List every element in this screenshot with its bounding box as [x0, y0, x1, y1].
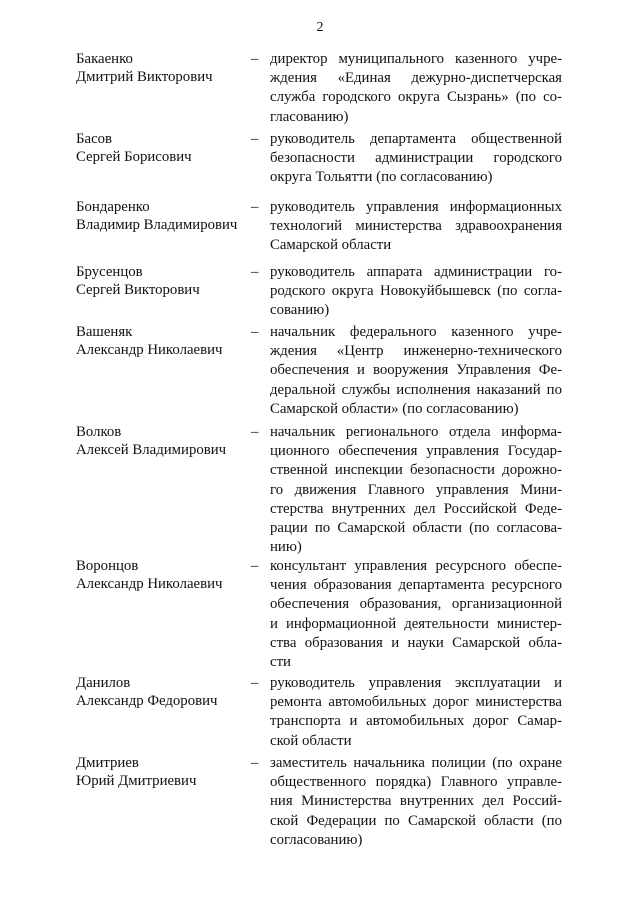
description-line: рации по Самарской области (по согласова-	[270, 520, 562, 537]
person-surname: Брусенцов	[76, 264, 143, 280]
description-line: сованию)	[270, 302, 330, 319]
description-line: деральной службы исполнения наказаний по	[270, 381, 562, 398]
person-surname: Бакаенко	[76, 51, 133, 67]
description-line: ждения «Единая дежурно-диспетчерская	[270, 70, 562, 87]
dash-separator: –	[251, 324, 259, 340]
description-line: начальник регионального отдела информа-	[270, 424, 562, 440]
position-description	[270, 423, 562, 557]
description-line: служба городского округа Сызрань» (по со-	[270, 89, 562, 106]
person-given-names: Юрий Дмитриевич	[76, 773, 197, 789]
person-surname: Басов	[76, 131, 113, 147]
description-line: начальник федерального казенного учре-	[270, 324, 562, 340]
person-surname: Воронцов	[76, 558, 139, 574]
person-surname: Бондаренко	[76, 199, 150, 215]
dash-separator: –	[251, 199, 259, 215]
dash-separator: –	[251, 558, 259, 574]
person-given-names: Владимир Владимирович	[76, 217, 238, 233]
description-line: гласованию)	[270, 108, 349, 125]
person-name	[76, 130, 259, 166]
person-name	[76, 557, 259, 593]
description-line: обеспечения и вооружения Управления Фе-	[270, 362, 562, 379]
position-description	[270, 323, 562, 419]
person-name	[76, 323, 259, 359]
description-line: Самарской области» (по согласованию)	[270, 400, 519, 417]
description-line: ства образования и науки Самарской обла-	[270, 634, 562, 651]
person-surname: Волков	[76, 424, 122, 440]
description-line: стерства внутренних дел Российской Феде-	[270, 500, 562, 517]
person-given-names: Александр Николаевич	[76, 576, 223, 592]
person-name	[76, 263, 259, 299]
description-line: общественного порядка) Главного управле-	[270, 774, 562, 791]
person-name	[76, 423, 259, 459]
description-line: директор муниципального казенного учре-	[270, 51, 562, 67]
person-name	[76, 674, 259, 710]
dash-separator: –	[251, 675, 259, 691]
person-surname: Данилов	[76, 675, 131, 691]
description-line: технологий министерства здравоохранения	[270, 218, 562, 235]
description-line: безопасности администрации городского	[270, 150, 562, 167]
person-given-names: Александр Федорович	[76, 693, 218, 709]
person-surname: Дмитриев	[76, 755, 139, 771]
description-line: ской Федерации по Самарской области (по	[270, 812, 562, 829]
position-description	[270, 130, 562, 188]
description-line: консультант управления ресурсного обеспе-	[270, 558, 562, 574]
dash-separator: –	[251, 424, 259, 440]
position-description	[270, 50, 562, 127]
description-line: руководитель управления эксплуатации и	[270, 675, 562, 691]
description-line: руководитель аппарата администрации го-	[270, 264, 562, 280]
person-given-names: Алексей Владимирович	[76, 442, 227, 458]
description-line: ской области	[270, 732, 352, 749]
dash-separator: –	[251, 51, 259, 67]
page-number: 2	[316, 20, 324, 35]
dash-separator: –	[251, 131, 259, 147]
position-description	[270, 557, 562, 672]
description-line: ремонта автомобильных дорог министерства	[270, 694, 562, 711]
description-line: ционного обеспечения управления Государ-	[270, 443, 562, 460]
description-line: руководитель департамента общественной	[270, 131, 562, 147]
description-line: ния Министерства внутренних дел Россий-	[270, 793, 562, 810]
description-line: и информационной деятельности министер-	[270, 615, 562, 632]
person-given-names: Сергей Викторович	[76, 282, 200, 298]
description-line: сти	[270, 654, 291, 671]
person-name	[76, 50, 259, 86]
description-line: согласованию)	[270, 831, 363, 848]
description-line: нию)	[270, 539, 302, 556]
description-line: руководитель управления информационных	[270, 199, 562, 215]
description-line: ственной инспекции безопасности дорожно-	[270, 462, 562, 479]
person-given-names: Сергей Борисович	[76, 149, 192, 165]
dash-separator: –	[251, 755, 259, 771]
dash-separator: –	[251, 264, 259, 280]
description-line: округа Тольятти (по согласованию)	[270, 169, 493, 186]
description-line: чения образования департамента ресурсного	[270, 577, 562, 594]
position-description	[270, 263, 562, 321]
person-given-names: Александр Николаевич	[76, 342, 223, 358]
description-line: родского округа Новокуйбышевск (по согла-	[270, 283, 562, 300]
description-line: Самарской области	[270, 237, 392, 254]
description-line: транспорта и автомобильных дорог Самар-	[270, 713, 562, 730]
person-given-names: Дмитрий Викторович	[76, 69, 213, 85]
description-line: ждения «Центр инженерно-технического	[270, 343, 562, 360]
description-line: заместитель начальника полиции (по охране	[270, 755, 562, 771]
description-line: обеспечения образования, организационной	[270, 596, 562, 613]
person-name	[76, 754, 259, 790]
position-description	[270, 198, 562, 256]
person-surname: Вашеняк	[76, 324, 133, 340]
description-line: го движения Главного управления Мини-	[270, 481, 562, 498]
position-description	[270, 754, 562, 850]
person-name	[76, 198, 259, 234]
position-description	[270, 674, 562, 751]
